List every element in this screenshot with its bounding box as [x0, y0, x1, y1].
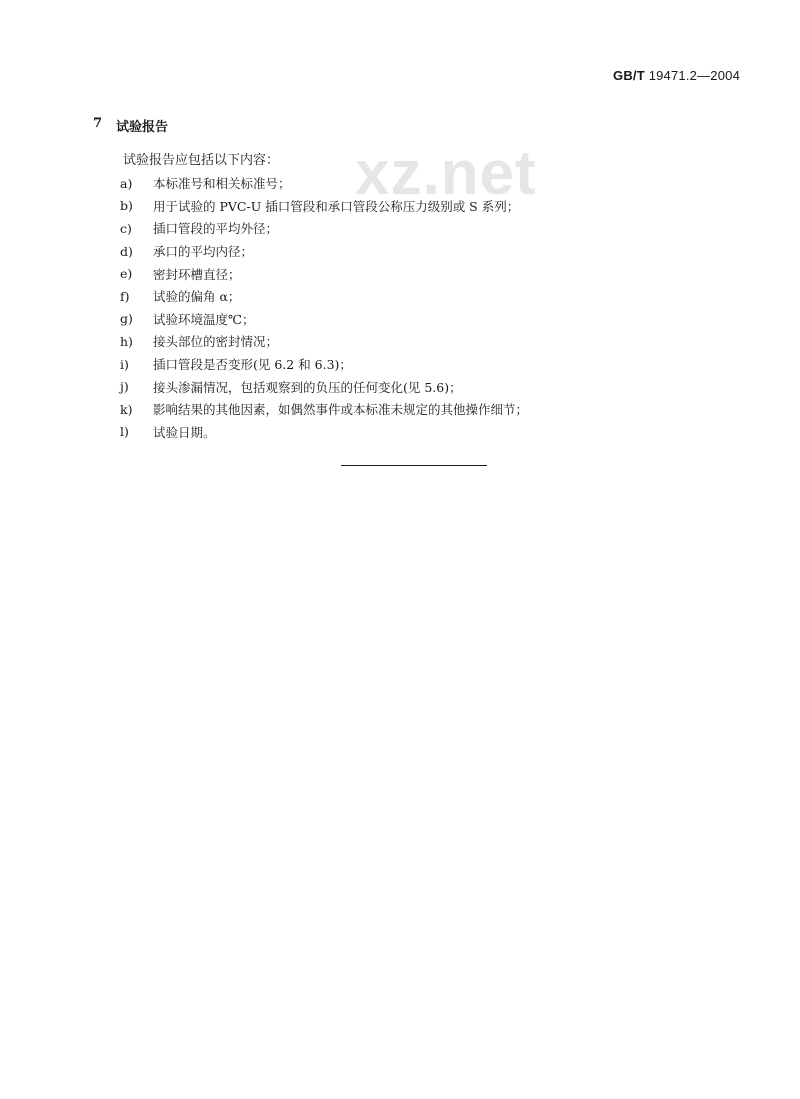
standard-number	[613, 68, 740, 83]
item-text: 本标准号和相关标准号；	[153, 176, 291, 192]
item-text: 密封环槽直径；	[153, 266, 241, 282]
standard-prefix: GB/T	[613, 68, 645, 83]
item-text: 插口管段的平均外径；	[153, 221, 279, 237]
section-title: 试验报告	[116, 120, 169, 135]
item-marker: d)	[120, 243, 133, 259]
item-text: 承口的平均内径；	[153, 244, 254, 260]
item-marker: e)	[120, 266, 133, 282]
item-text: 试验环境温度℃；	[153, 311, 255, 327]
list-item	[120, 172, 528, 195]
item-marker: b)	[120, 198, 133, 214]
item-marker: h)	[120, 333, 133, 349]
item-text: 接头部位的密封情况；	[153, 334, 279, 350]
list-item	[120, 421, 528, 444]
report-items-list	[120, 172, 528, 443]
list-item	[120, 308, 528, 331]
item-marker: f)	[120, 288, 130, 304]
watermark: xz.net	[355, 139, 537, 208]
list-item	[120, 240, 528, 263]
item-text: 试验的偏角 α；	[153, 289, 241, 305]
item-marker: l)	[120, 424, 129, 440]
list-item	[120, 375, 528, 398]
list-item	[120, 285, 528, 308]
item-marker: a)	[120, 175, 133, 191]
item-text: 插口管段是否变形(见 6.2 和 6.3)；	[153, 357, 352, 373]
item-text: 接头渗漏情况，包括观察到的负压的任何变化(见 5.6)；	[153, 379, 462, 395]
intro-paragraph: 试验报告应包括以下内容：	[123, 153, 280, 168]
item-marker: c)	[120, 220, 132, 236]
standard-code: 19471.2—2004	[648, 68, 740, 83]
item-text: 试验日期。	[153, 424, 216, 440]
item-marker: i)	[120, 356, 129, 372]
section-number: 7	[93, 116, 103, 131]
item-text: 影响结果的其他因素，如偶然事件或本标准未规定的其他操作细节；	[153, 402, 529, 418]
list-item	[120, 330, 528, 353]
item-marker: k)	[120, 401, 133, 417]
list-item	[120, 217, 528, 240]
list-item	[120, 398, 528, 421]
item-marker: j)	[120, 379, 129, 395]
list-item	[120, 353, 528, 376]
item-text: 用于试验的 PVC-U 插口管段和承口管段公称压力级别或 S 系列；	[153, 198, 520, 214]
item-marker: g)	[120, 311, 133, 327]
section-heading	[93, 116, 168, 135]
list-item	[120, 195, 528, 218]
list-item	[120, 262, 528, 285]
end-of-document-rule	[341, 465, 487, 466]
